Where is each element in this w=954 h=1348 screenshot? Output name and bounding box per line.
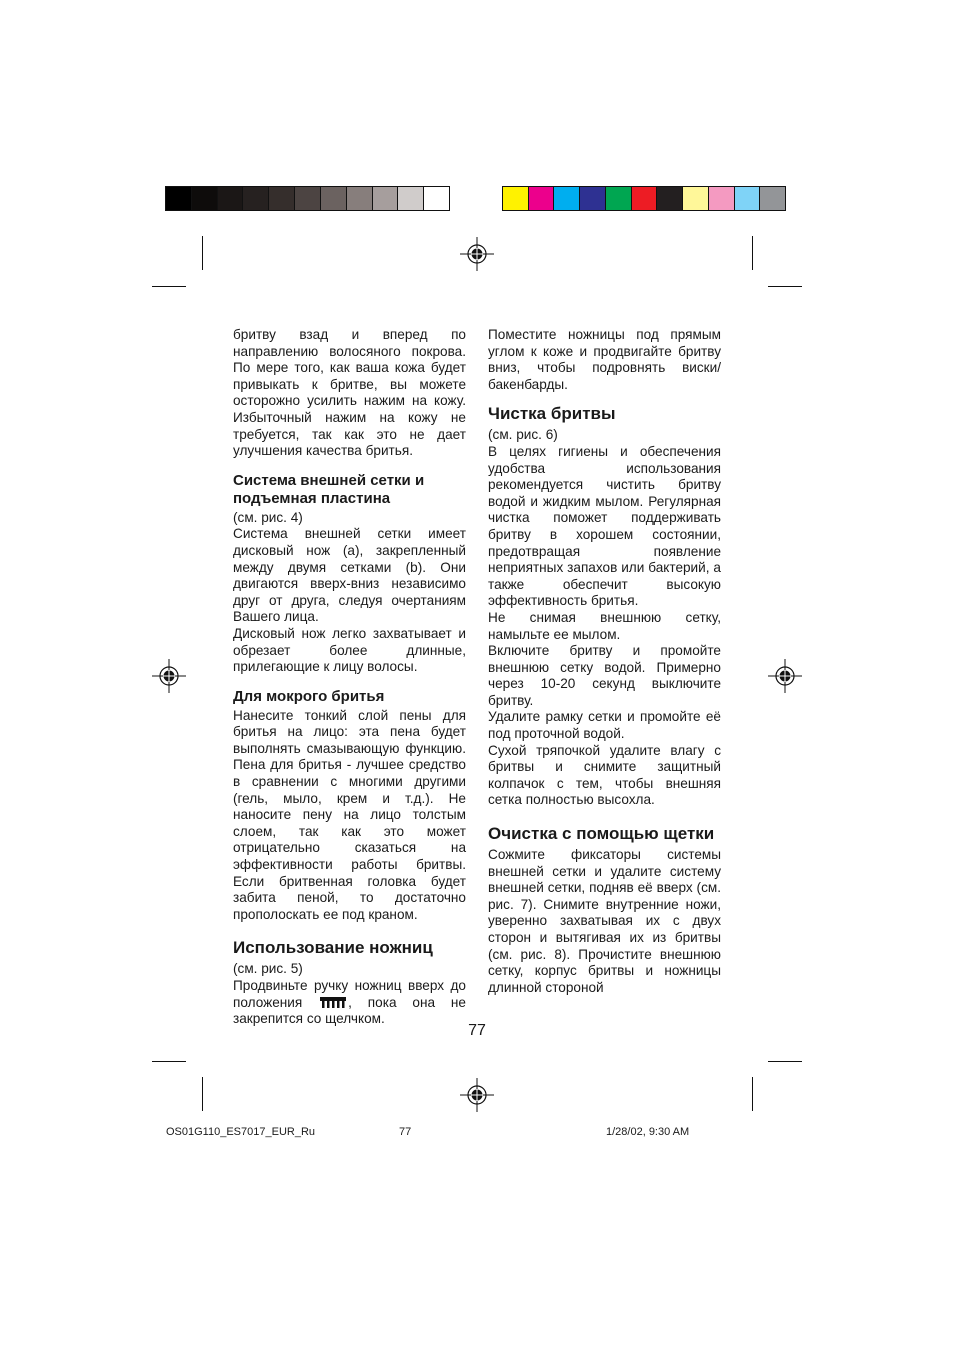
crop-mark: [752, 236, 753, 270]
foil-paragraph: Дисковый нож легко захватывает и обрезает более длинные, прилегающие к лицу волосы.: [233, 625, 466, 675]
crop-mark: [202, 236, 203, 270]
heading-trimmer: Использование ножниц: [233, 938, 433, 958]
color-swatch: [632, 187, 658, 210]
crop-mark: [152, 1061, 186, 1062]
figure-reference: (см. рис. 6): [488, 427, 558, 443]
color-swatch: [709, 187, 735, 210]
heading-foil-system: Система внешней сетки и подъемная пластина: [233, 471, 425, 507]
trimmer-paragraph: Продвиньте ручку ножниц вверх до положения , пока она не закрепится со щелчком.: [233, 978, 466, 1027]
color-swatch: [657, 187, 683, 210]
color-swatch: [373, 187, 399, 210]
registration-mark-icon: [768, 659, 802, 693]
crop-mark: [752, 1077, 753, 1111]
cleaning-paragraph: В целях гигиены и обеспечения удобства использования рекомендуется чистить бритву водой и жидким мылом. Регулярная чистка поможет поддерживать бритву в хорошем состоянии, предотвращая появление неприятных запахов или бактерий, а также обеспечит высокую эффективность бритья.: [488, 443, 721, 609]
color-swatch: [295, 187, 321, 210]
crop-mark: [202, 1077, 203, 1111]
color-swatch: [735, 187, 761, 210]
heading-cleaning: Чистка бритвы: [488, 404, 616, 424]
cleaning-paragraph: Сухой тряпочкой удалите влагу с бритвы и снимите защитный колпачок с тем, чтобы внешняя сетка полностью высохла.: [488, 742, 721, 808]
left-column: [233, 327, 466, 1028]
color-swatch: [321, 187, 347, 210]
color-swatch: [243, 187, 269, 210]
cleaning-paragraph: Удалите рамку сетки и промойте её под проточной водой.: [488, 709, 721, 742]
brush-cleaning-paragraph: Сожмите фиксаторы системы внешней сетки и удалите систему внешней сетки, подняв её вверх (см. рис. 7). Снимите внутренние ножи, уверенно захватывая их с двух сторон и вытягивая их из бритвы (см. рис. 8). Прочистите внешнюю сетку, корпус бритвы и ножницы длинной стороной: [488, 847, 721, 995]
color-swatch: [166, 187, 192, 210]
color-swatch: [192, 187, 218, 210]
page-number: 77: [468, 1022, 486, 1039]
cleaning-paragraph: Не снимая внешнюю сетку, намыльте ее мылом.: [488, 609, 721, 642]
registration-mark-icon: [460, 237, 494, 271]
wet-shave-paragraph: Нанесите тонкий слой пены для бритья на лицо: эта пена будет выполнять смазывающую функцию. Пена для бритья - лучшее средство в сравнении с многими другими (гель, мыло, крем и т.д.). Не наносите пену на лицо толстым слоем, так как это может отрицательно сказаться на эффективности работы бритвы. Если бритвенная головка будет забита пеной, то достаточно прополоскать ее под краном.: [233, 707, 466, 922]
color-swatch: [683, 187, 709, 210]
grayscale-color-bar: [165, 186, 450, 211]
heading-wet-shave: Для мокрого бритья: [233, 687, 385, 705]
registration-mark-icon: [460, 1078, 494, 1112]
color-swatch: [554, 187, 580, 210]
color-swatch: [760, 187, 785, 210]
color-swatch: [398, 187, 424, 210]
process-color-bar: [502, 186, 786, 211]
cleaning-paragraph: Включите бритву и промойте внешнюю сетку водой. Примерно через 10-20 секунд выключите бритву.: [488, 643, 721, 708]
foil-paragraph: Система внешней сетки имеет дисковый нож (a), закрепленный между двумя сетками (b). Они двигаются вверх-вниз независимо друг от друга, следуя очертаниям Вашего лица.: [233, 526, 466, 625]
color-swatch: [503, 187, 529, 210]
intro-paragraph: бритву взад и вперед по направлению волосяного покрова. По мере того, как ваша кожа будет привыкать к бритве, вы можете осторожно усилить нажим на кожу. Избыточный нажим на кожу не требуется, так как это не дает улучшения качества бритья.: [233, 327, 466, 459]
color-swatch: [269, 187, 295, 210]
color-swatch: [580, 187, 606, 210]
trimmer-usage-paragraph: Поместите ножницы под прямым углом к коже и продвигайте бритву вниз, чтобы подровнять виски/бакенбарды.: [488, 327, 721, 392]
color-swatch: [529, 187, 555, 210]
slug-filename: OS01G110_ES7017_EUR_Ru: [166, 1126, 316, 1138]
trimmer-position-icon: [320, 997, 346, 1008]
crop-mark: [768, 286, 802, 287]
crop-mark: [152, 286, 186, 287]
heading-brush-cleaning: Очистка с помощью щетки: [488, 824, 715, 844]
right-column: [488, 327, 721, 996]
color-swatch: [424, 187, 449, 210]
figure-reference: (см. рис. 5): [233, 961, 303, 977]
figure-reference: (см. рис. 4): [233, 509, 303, 525]
color-swatch: [218, 187, 244, 210]
slug-timestamp: 1/28/02, 9:30 AM: [606, 1126, 690, 1138]
color-swatch: [606, 187, 632, 210]
color-swatch: [347, 187, 373, 210]
slug-page: 77: [399, 1126, 412, 1138]
registration-mark-icon: [152, 659, 186, 693]
crop-mark: [768, 1061, 802, 1062]
